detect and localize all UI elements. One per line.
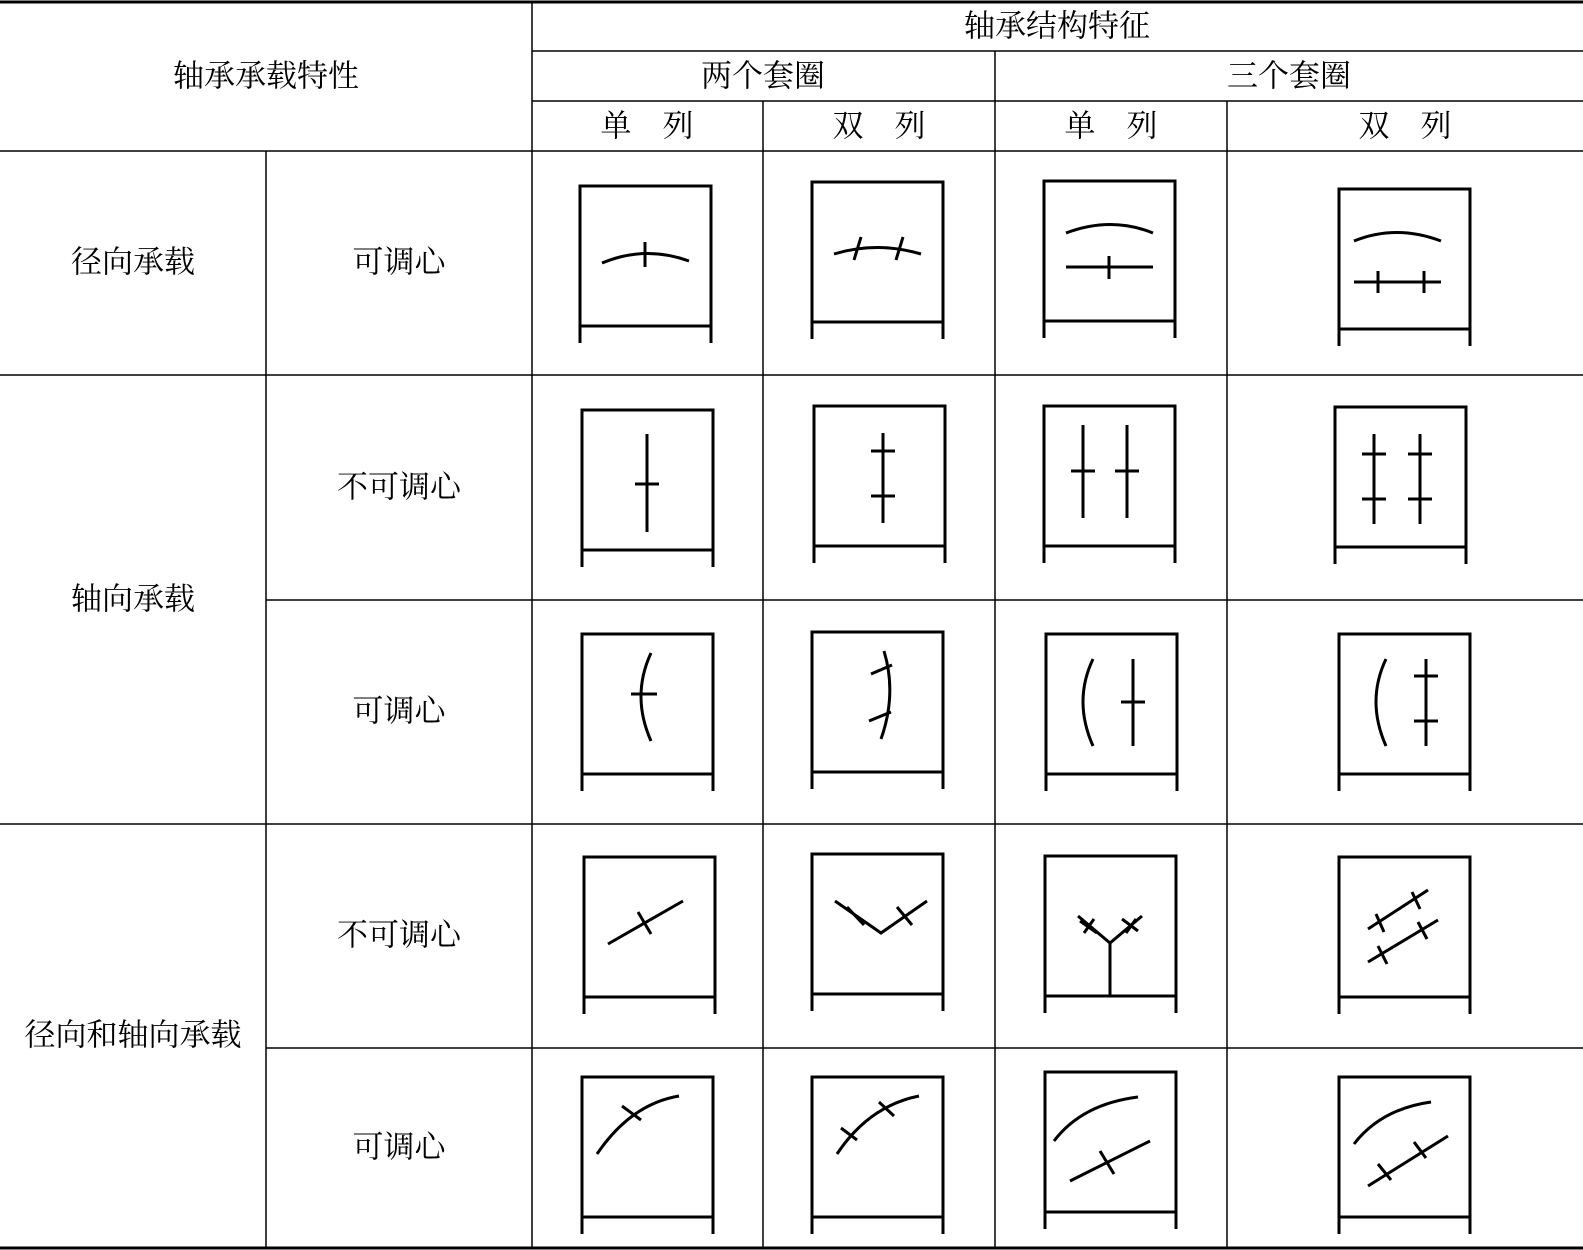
- symbol-axial-non-self-aligning-three-rings-double: [1332, 404, 1472, 569]
- symbol-axial-non-self-aligning-three-rings-single: [1041, 403, 1181, 568]
- symbol-radial-self-aligning-two-rings-double: [809, 179, 949, 344]
- header-load-characteristic: 轴承承载特性: [173, 58, 359, 95]
- symbol-radial-self-aligning-three-rings-double: [1336, 186, 1476, 351]
- header-two-rings-double-row: 双 列: [832, 108, 926, 145]
- symbol-combined-self-aligning-two-rings-double: [809, 1074, 949, 1239]
- header-three-rings-double-row: 双 列: [1358, 108, 1452, 145]
- symbol-combined-non-self-aligning-two-rings-double: [809, 851, 949, 1016]
- header-three-rings-single-row: 单 列: [1064, 108, 1158, 145]
- header-two-rings-single-row: 单 列: [600, 108, 694, 145]
- symbol-axial-self-aligning-three-rings-double: [1336, 631, 1476, 796]
- sublabel-radial-self-aligning: 可调心: [352, 244, 446, 281]
- symbol-combined-self-aligning-two-rings-single: [579, 1074, 719, 1239]
- symbol-axial-self-aligning-three-rings-single: [1043, 631, 1183, 796]
- header-three-rings: 三个套圈: [1227, 58, 1351, 95]
- sublabel-axial-self-aligning: 可调心: [352, 693, 446, 730]
- symbol-axial-non-self-aligning-two-rings-double: [811, 403, 951, 568]
- symbol-radial-self-aligning-three-rings-single: [1041, 178, 1181, 343]
- symbol-radial-self-aligning-two-rings-single: [577, 183, 717, 348]
- sublabel-axial-non-self-aligning: 不可调心: [337, 469, 461, 506]
- row-label-combined: 径向和轴向承载: [24, 1017, 242, 1054]
- sublabel-combined-self-aligning: 可调心: [352, 1129, 446, 1166]
- symbol-combined-self-aligning-three-rings-single: [1042, 1069, 1182, 1234]
- header-structure-feature: 轴承结构特征: [964, 8, 1150, 45]
- symbol-axial-self-aligning-two-rings-double: [809, 629, 949, 794]
- row-label-axial: 轴向承载: [71, 581, 195, 618]
- symbol-combined-self-aligning-three-rings-double: [1336, 1074, 1476, 1239]
- row-label-radial: 径向承载: [71, 244, 195, 281]
- symbol-axial-non-self-aligning-two-rings-single: [579, 407, 719, 572]
- symbol-axial-self-aligning-two-rings-single: [579, 631, 719, 796]
- symbol-combined-non-self-aligning-three-rings-single: [1042, 853, 1182, 1018]
- symbol-combined-non-self-aligning-two-rings-single: [581, 854, 721, 1019]
- symbol-combined-non-self-aligning-three-rings-double: [1336, 854, 1476, 1019]
- header-two-rings: 两个套圈: [701, 58, 825, 95]
- sublabel-combined-non-self-aligning: 不可调心: [337, 917, 461, 954]
